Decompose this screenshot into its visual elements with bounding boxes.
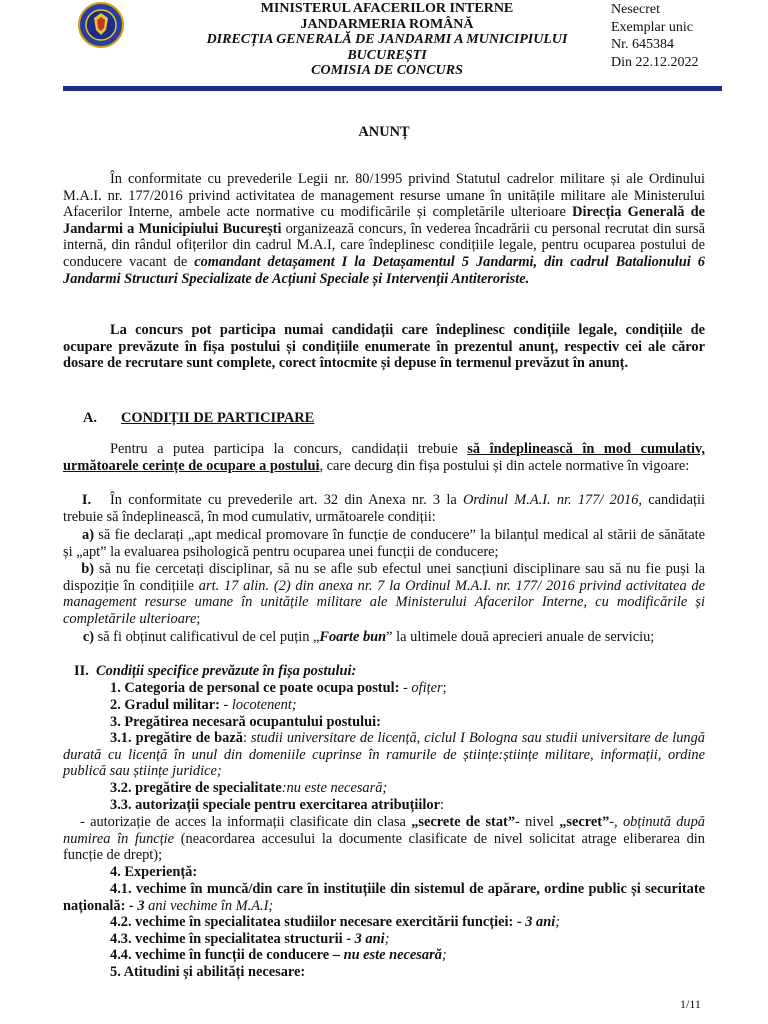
structure-seniority-value: 3 ani [354,931,385,947]
header-divider [63,86,722,91]
condition-ii-heading [74,663,356,680]
condition-a-text: să fie declarați „apt medical promovare în funcție de conducere” la bilanțul medical al stării de sănătate și „apt” la evaluarea psihologică pentru ocuparea unei funcții de conducere; [63,527,705,560]
experience-heading: 4. Experiență: [110,864,198,880]
basic-training [63,730,705,780]
management-seniority-value: nu este necesară [343,947,442,963]
personnel-category [110,680,447,697]
rating-value: Foarte bun [319,629,387,645]
cumulative-requirements: să îndeplinească în mod cumulativ, următoarele cerințe de ocupare a postului [63,441,705,474]
participants-paragraph: La concurs pot participa numai candidații care îndeplinesc condițiile legale, condițiile de ocupare prevăzute în fișa postului și condițiile enumerate în prezentul anunț, respectiv cei ale căror dosare de recrutare sunt complete, corect întocmite și depuse în termenul prevăzut în anunț. [63,322,705,372]
document-title: ANUNȚ [358,124,410,140]
special-authorizations [110,797,444,814]
access-text-4: (neacordarea accesului la documente clasificate de nivel solicitat atrage eliberarea din funcție de drept); [63,830,705,864]
personnel-category-label: 1. Categoria de personal ce poate ocupa postul: [110,680,400,696]
condition-b-text: să nu fie cercetați disciplinar, să nu se afle sub efectul unei sancțiuni disciplinare sau să nu fie puși la dispoziție în condițiile [63,561,705,594]
training-heading: 3. Pregătirea necesară ocupantului postului: [110,714,381,730]
management-seniority-label: 4.4. vechime în funcții de conducere – [110,947,344,963]
study-seniority-label: 4.2. vechime în specialitatea studiilor necesare exercitării funcției: - [110,914,526,930]
copy-label: Exemplar unic [611,19,694,35]
work-seniority-years: - 3 [125,897,145,914]
personnel-category-end: ; [442,680,447,696]
specialty-training [110,780,387,797]
section-a-heading [83,410,314,427]
directorate-name: DIRECȚIA GENERALĂ DE JANDARMI A MUNICIPIULUI [206,32,568,47]
condition-b-reference: art. 17 alin. (2) din anexa nr. 7 la Ordinul M.A.I. nr. 177/ 2016 privind activitatea de management resurse umane în unitățile militare ale Ministerului Afacerilor Interne, cu modificările și completările ulterioare [63,577,705,627]
condition-b-end: ; [196,610,201,627]
page-number: 1/11 [680,997,701,1011]
intro-text-2: organizează concurs, în vederea încadrării cu personal recrutat din sursă internă, din rândul ofițerilor din cadrul M.A.I, care îndeplinesc condițiile legale, pentru ocuparea postului de conducere vacant de [63,220,705,270]
condition-i [63,492,705,525]
basic-training-label: 3.1. pregătire de bază [110,730,243,746]
work-seniority-unit: ani vechime în M.A.I; [144,897,274,914]
condition-c-text: să fi obținut calificativul de cel puțin „ [94,629,320,645]
intro-text: În conformitate cu prevederile Legii nr. 80/1995 privind Statutul cadrelor militare și ale Ordinului M.A.I. nr. 177/2016 privind activitatea de management resurse umane în unitățile militare ale Ministerului Afacerilor Interne, ambele acte normative cu modificările și completările ulterioare [63,171,705,221]
condition-i-text-2: candidații trebuie să îndeplinească, în mod cumulativ, următoarele condiții: [63,492,705,525]
condition-ii-number: II. [74,663,89,679]
military-rank-label: 2. Gradul militar: [110,697,220,713]
classification-label: Nesecret [611,2,660,17]
special-authorizations-colon: : [439,797,444,813]
work-seniority [63,881,705,914]
condition-b [63,561,705,627]
gendarmerie-emblem [72,2,130,48]
directorate-mention: Direcția Generală de Jandarmi a Municipiului București [63,204,705,237]
condition-i-text: În conformitate cu prevederile art. 32 din Anexa nr. 3 la [110,492,463,508]
skills-heading: 5. Atitudini și abilități necesare: [110,964,306,980]
section-a-title: CONDIȚII DE PARTICIPARE [121,410,315,426]
secret-level: „secret” [559,814,610,830]
special-authorizations-label: 3.3. autorizații speciale pentru exercitarea atribuțiilor [110,797,440,813]
requirements-text-2: , care decurg din fișa postului și din actele normative în vigoare: [319,457,690,474]
basic-training-colon: : [242,730,251,746]
condition-c-label: c) [82,629,94,645]
structure-seniority [110,931,389,948]
after-appointment: obținută după numirea în funcție [63,814,705,847]
access-text: - autorizație de acces la informații clasificate din clasa [80,814,412,830]
work-seniority-label: 4.1. vechime în muncă/din care în instituțiile din sistemul de apărare, ordine public și securitate națională: [63,881,705,914]
specialty-training-value: :nu este necesară; [281,780,388,796]
condition-b-label: b) [81,561,94,577]
management-seniority [110,947,447,964]
management-seniority-end: ; [441,947,447,963]
document-registration [611,1,699,71]
personnel-category-value: - ofițer [399,680,443,696]
order-reference: Ordinul M.A.I. nr. 177/ 2016, [462,492,643,508]
registration-number: Nr. 645384 [611,37,674,52]
condition-i-number: I. [81,492,92,508]
structure-seniority-label: 4.3. vechime în specialitatea structurii - [110,931,355,947]
access-text-3: -, [609,814,623,830]
structure-seniority-end: ; [384,931,390,947]
study-seniority-end: ; [555,914,561,930]
specialty-training-label: 3.2. pregătire de specialitate [110,780,282,796]
registration-date: Din 22.12.2022 [611,54,699,70]
military-rank-value: - locotenent; [219,697,297,713]
basic-training-value: studii universitare de licență, ciclul I Bologna sau studii universitare de lungă durată cu licență în unul din domeniile cuprinse în ramurile de științe:științe militare, informații, ordine publică sau științe juridice; [63,730,705,780]
directorate-city: BUCUREȘTI [347,47,427,63]
access-authorization [63,814,705,864]
study-seniority [110,914,560,931]
military-rank [110,697,297,714]
condition-a [63,527,705,560]
condition-a-label: a) [82,527,94,543]
requirements-intro [63,441,705,474]
state-secret-class: „secrete de stat” [411,814,516,830]
intro-paragraph [63,171,705,287]
section-a-letter: A. [83,410,97,426]
condition-c [63,629,705,646]
study-seniority-value: 3 ani [525,914,556,930]
institution-header [142,1,632,79]
position-name: comandant detașament I la Detașamentul 5 Jandarmi, din cadrul Batalionului 6 Jandarmi Structuri Specializate de Acțiuni Speciale și Intervenții Antiteroriste. [63,253,705,287]
commission-name: COMISIA DE CONCURS [311,63,463,78]
requirements-text: Pentru a putea participa la concurs, candidații trebuie [110,441,468,457]
gendarmerie-name: JANDARMERIA ROMÂNĂ [300,16,474,32]
condition-ii-title: Condiții specifice prevăzute în fișa postului: [96,663,357,679]
condition-c-end: ” la ultimele două aprecieri anuale de serviciu; [386,629,655,645]
access-text-2: - nivel [515,814,560,830]
ministry-name: MINISTERUL AFACERILOR INTERNE [260,1,514,16]
